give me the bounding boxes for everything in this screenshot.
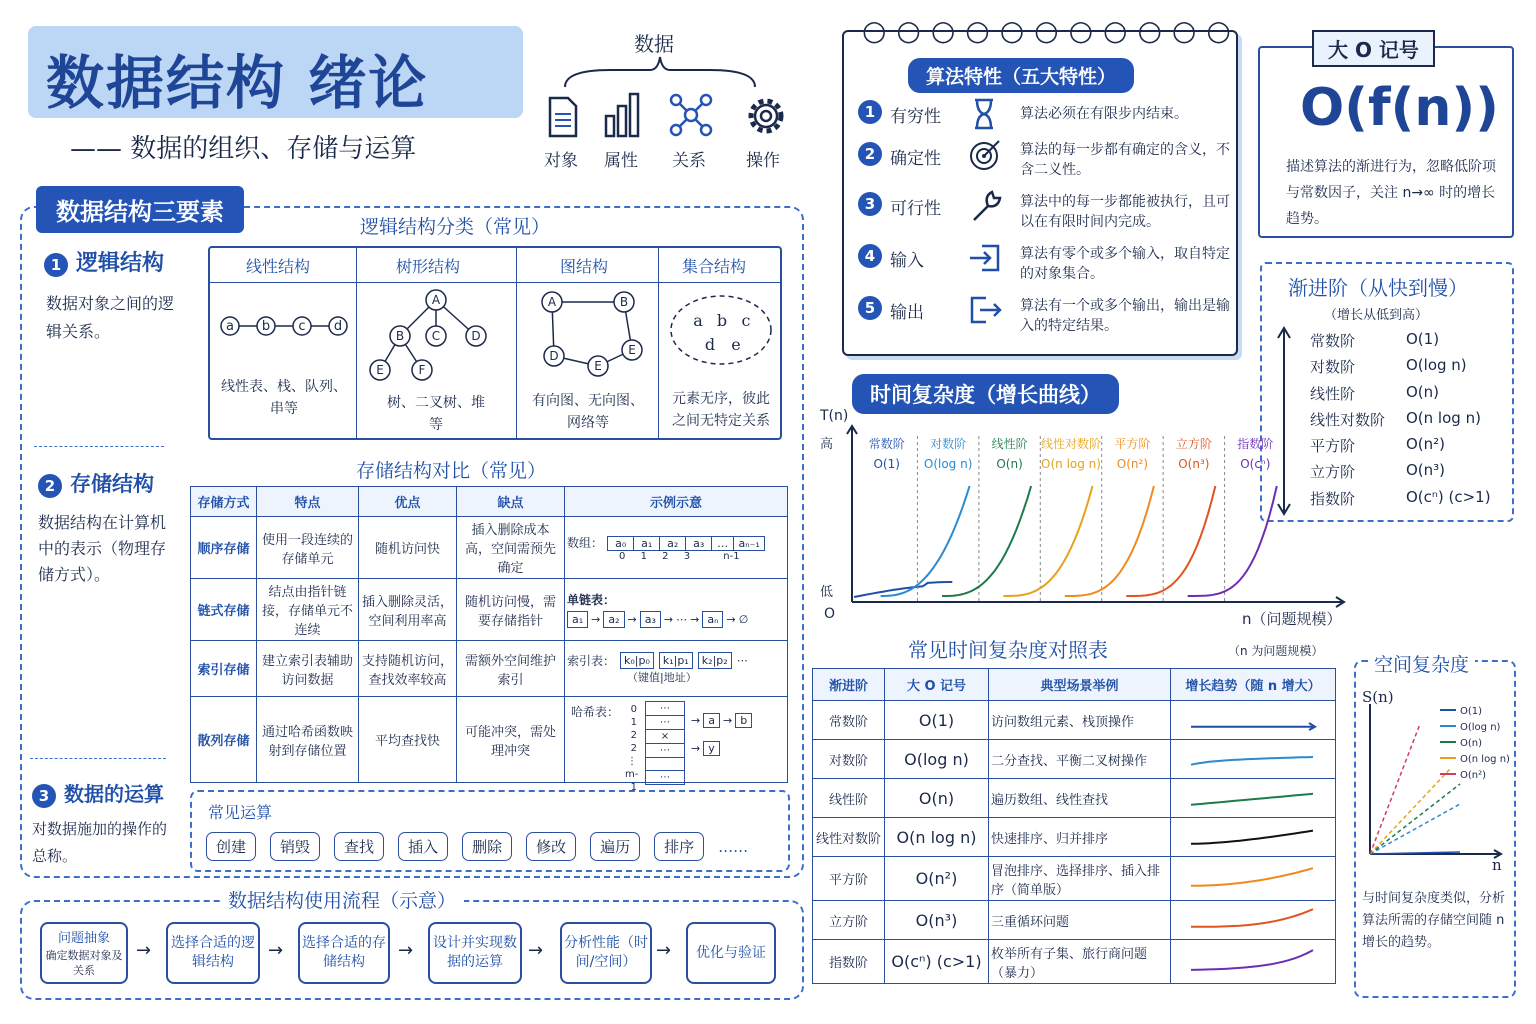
series-line bbox=[881, 486, 970, 596]
table-row bbox=[813, 940, 1336, 984]
node-label: A bbox=[547, 295, 557, 309]
op-traverse: 遍历 bbox=[590, 832, 640, 861]
example-label: 数组： bbox=[567, 535, 604, 550]
node-label: A bbox=[431, 293, 441, 307]
number-badge: 5 bbox=[858, 296, 882, 320]
tc-table bbox=[812, 668, 1336, 984]
asym-name: 线性对数阶 bbox=[1310, 410, 1386, 429]
array-index: 0 bbox=[619, 550, 626, 562]
algo-item bbox=[858, 188, 1238, 234]
series-line bbox=[1188, 486, 1277, 596]
hash-cell: ⋯ bbox=[646, 744, 684, 758]
chart-title: 时间复杂度（增长曲线） bbox=[852, 374, 1119, 414]
ops-heading bbox=[32, 778, 164, 808]
table-row bbox=[191, 697, 788, 783]
data-item-label: 关系 bbox=[672, 151, 706, 171]
storage-pro: 随机访问快 bbox=[359, 517, 457, 579]
node-label: E bbox=[376, 363, 384, 377]
array-index: 2 bbox=[662, 550, 669, 562]
storage-con: 可能冲突，需处理冲突 bbox=[457, 697, 565, 783]
table-row bbox=[813, 779, 1336, 818]
tc-bigo: O(n³) bbox=[885, 901, 989, 940]
tc-order-name: 常数阶 bbox=[813, 701, 885, 740]
trend-sparkline bbox=[1185, 903, 1321, 933]
example-label: 单链表： bbox=[567, 593, 616, 607]
series-line bbox=[1126, 486, 1215, 596]
col-header: 大 O 记号 bbox=[885, 669, 989, 701]
tc-trend bbox=[1171, 818, 1336, 857]
tc-example: 访问数组元素、栈顶操作 bbox=[989, 701, 1171, 740]
series-line bbox=[942, 486, 1031, 596]
series-order-label: O(n³) bbox=[1178, 457, 1210, 471]
data-items bbox=[540, 92, 800, 172]
logic-caption: 线性表、栈、队列、串等 bbox=[221, 379, 347, 417]
op-sort: 排序 bbox=[654, 832, 704, 861]
series-line bbox=[1370, 804, 1460, 854]
series-line bbox=[1003, 486, 1092, 596]
notebook-rings: ○○○○○○○○○○○ bbox=[862, 14, 1241, 47]
series-order-label: O(n) bbox=[996, 457, 1023, 471]
algo-item-name: 可行性 bbox=[890, 199, 941, 219]
storage-name: 链式存储 bbox=[191, 579, 257, 641]
asym-name: 立方阶 bbox=[1310, 463, 1356, 482]
network-icon bbox=[668, 92, 714, 138]
tc-table-title: 常见时间复杂度对照表 bbox=[908, 638, 1108, 662]
storage-feature: 使用一段连续的存储单元 bbox=[257, 517, 359, 579]
array-cell: a₀ bbox=[608, 537, 634, 550]
series-label: 常数阶 bbox=[868, 437, 905, 451]
flow-step bbox=[40, 922, 128, 984]
hash-cell: ⋯ bbox=[660, 772, 670, 783]
table-row bbox=[191, 517, 788, 579]
x-axis-label: n bbox=[1492, 856, 1502, 874]
array-index: 1 bbox=[640, 550, 647, 562]
series-order-label: O(n²) bbox=[1116, 457, 1149, 471]
space-desc: 与时间复杂度类似，分析算法所需的存储空间随 n 增长的趋势。 bbox=[1362, 891, 1506, 950]
hash-cell bbox=[646, 758, 684, 771]
node-label: a bbox=[226, 319, 234, 334]
table-row bbox=[813, 740, 1336, 779]
flow-step: 优化与验证 bbox=[686, 922, 776, 984]
set-elem: b bbox=[716, 311, 728, 330]
storage-name: 顺序存储 bbox=[191, 517, 257, 579]
algo-item-name: 有穷性 bbox=[890, 107, 941, 127]
col-header: 缺点 bbox=[457, 487, 565, 517]
algo-item-desc: 算法有一个或多个输出，输出是输入的特定结果。 bbox=[1020, 298, 1230, 334]
flow-step: 选择合适的存储结构 bbox=[298, 922, 390, 984]
algo-item bbox=[858, 96, 1238, 142]
col-header: 示例示意 bbox=[565, 487, 788, 517]
series-order-label: O(log n) bbox=[923, 457, 973, 471]
algo-item-name: 确定性 bbox=[890, 149, 941, 169]
bigo-title: 大 O 记号 bbox=[1312, 30, 1435, 67]
tc-trend bbox=[1171, 740, 1336, 779]
asym-order: O(n) bbox=[1406, 382, 1440, 401]
series-line bbox=[1370, 769, 1450, 854]
list-node: ∅ bbox=[738, 613, 749, 626]
list-node: a₂ bbox=[603, 611, 624, 628]
graph-structure-diagram bbox=[520, 286, 656, 380]
node-label: E bbox=[628, 343, 636, 357]
trend-sparkline bbox=[1185, 703, 1321, 733]
storage-pro: 支持随机访问，查找效率较高 bbox=[359, 641, 457, 697]
op-delete: 删除 bbox=[462, 832, 512, 861]
tc-example: 快速排序、归并排序 bbox=[989, 818, 1171, 857]
col-header: 典型场景举例 bbox=[989, 669, 1171, 701]
node-label: C bbox=[431, 329, 441, 343]
col-header: 特点 bbox=[257, 487, 359, 517]
table-row bbox=[191, 579, 788, 641]
logic-table bbox=[208, 246, 782, 440]
flow-step-sub: 确定数据对象及关系 bbox=[45, 948, 123, 977]
table-row bbox=[813, 818, 1336, 857]
storage-heading bbox=[38, 468, 154, 498]
number-badge: 1 bbox=[44, 253, 68, 277]
origin-label: O bbox=[824, 606, 836, 622]
node-label: b bbox=[261, 319, 271, 334]
gear-icon bbox=[744, 94, 788, 138]
op-more: …… bbox=[718, 838, 749, 856]
page-title: 数据结构 绪论 bbox=[28, 26, 523, 118]
tc-bigo: O(n) bbox=[885, 779, 989, 818]
table-row bbox=[191, 641, 788, 697]
ops-box-title: 常见运算 bbox=[208, 803, 273, 822]
trend-sparkline bbox=[1185, 945, 1321, 975]
space-title: 空间复杂度 bbox=[1368, 650, 1475, 677]
flow-step: 设计并实现数据的运算 bbox=[428, 922, 522, 984]
storage-title: 存储结构 bbox=[70, 472, 154, 496]
legend-label: O(n log n) bbox=[1460, 754, 1510, 765]
trend-line bbox=[1191, 757, 1313, 765]
tc-trend bbox=[1171, 940, 1336, 984]
asym-order: O(log n) bbox=[1406, 356, 1467, 375]
array-cell: aₙ₋₁ bbox=[738, 536, 760, 550]
space-chart bbox=[1360, 684, 1510, 874]
index-example bbox=[565, 641, 788, 697]
storage-con: 需额外空间维护索引 bbox=[457, 641, 565, 697]
set-elem: e bbox=[731, 335, 741, 354]
table-row bbox=[813, 701, 1336, 740]
node-label: D bbox=[471, 329, 481, 343]
node-label: E bbox=[594, 359, 602, 373]
index-cell: k₁|p₁ bbox=[659, 652, 693, 669]
trend-line bbox=[1191, 868, 1313, 886]
algo-item-desc: 算法的每一步都有确定的含义，不含二义性。 bbox=[1020, 142, 1230, 178]
storage-pro: 插入删除灵活，空间利用率高 bbox=[359, 579, 457, 641]
trend-sparkline bbox=[1185, 862, 1321, 892]
ops-desc: 对数据施加的操作的总称。 bbox=[32, 820, 168, 865]
array-cell: … bbox=[712, 537, 734, 550]
op-destroy: 销毁 bbox=[270, 832, 320, 861]
page-subtitle: —— 数据的组织、存储与运算 bbox=[70, 134, 417, 164]
output-icon bbox=[968, 294, 1004, 326]
algo-banner: 算法特性（五大特性） bbox=[908, 58, 1134, 93]
hash-chain-node: b bbox=[735, 713, 752, 728]
series-label: 平方阶 bbox=[1114, 437, 1151, 451]
series-label: 指数阶 bbox=[1237, 437, 1274, 451]
bigo-desc: 描述算法的渐进行为，忽略低阶项与常数因子，关注 n→∞ 时的增长趋势。 bbox=[1286, 159, 1496, 227]
node-label: F bbox=[418, 363, 426, 377]
data-root: 数据 bbox=[634, 32, 674, 56]
series-label: 线性对数阶 bbox=[1040, 437, 1102, 451]
table-row bbox=[813, 857, 1336, 901]
hash-cell: × bbox=[646, 730, 684, 744]
ops-title: 数据的运算 bbox=[64, 782, 164, 806]
trend-sparkline bbox=[1185, 820, 1321, 850]
tc-trend bbox=[1171, 779, 1336, 818]
bigo-formula: O(f(n)) bbox=[1300, 78, 1499, 138]
logic-col-head: 线性结构 bbox=[246, 257, 311, 276]
series-order-label: O(1) bbox=[873, 457, 900, 471]
hash-cell: ⋯ bbox=[646, 716, 684, 730]
asym-sub: （增长从低到高） bbox=[1324, 308, 1429, 323]
growth-chart bbox=[816, 404, 1356, 630]
tc-example: 遍历数组、线性查找 bbox=[989, 779, 1171, 818]
logic-heading bbox=[44, 246, 164, 277]
number-badge: 1 bbox=[858, 100, 882, 124]
tc-order-name: 线性对数阶 bbox=[813, 818, 885, 857]
storage-con: 插入删除成本高，空间需预先确定 bbox=[457, 517, 565, 579]
asym-order: O(n³) bbox=[1406, 461, 1446, 480]
y-low-label: 低 bbox=[820, 585, 834, 600]
storage-feature: 结点由指针链接，存储单元不连续 bbox=[257, 579, 359, 641]
index-note: （键值|地址） bbox=[627, 671, 697, 684]
asym-name: 线性阶 bbox=[1310, 384, 1356, 403]
array-example bbox=[565, 517, 788, 579]
hash-index: m-1 bbox=[625, 769, 639, 793]
tc-order-name: 对数阶 bbox=[813, 740, 885, 779]
storage-con: 随机访问慢，需要存储指针 bbox=[457, 579, 565, 641]
hash-chain-node: y bbox=[703, 741, 720, 756]
col-header: 渐进阶 bbox=[813, 669, 885, 701]
linear-structure-diagram bbox=[216, 308, 352, 348]
trend-line bbox=[1191, 794, 1313, 805]
trend-sparkline bbox=[1185, 781, 1321, 811]
trend-line bbox=[1191, 909, 1313, 927]
series-label: 线性阶 bbox=[991, 437, 1028, 451]
hourglass-icon bbox=[970, 98, 998, 130]
node-label: D bbox=[549, 349, 559, 363]
tc-example: 枚举所有子集、旅行商问题（暴力） bbox=[989, 940, 1171, 984]
tc-example: 二分查找、平衡二叉树操作 bbox=[989, 740, 1171, 779]
logic-desc: 数据对象之间的逻辑关系。 bbox=[46, 294, 175, 341]
storage-desc: 数据结构在计算机中的表示（物理存储方式）。 bbox=[38, 513, 167, 584]
series-line bbox=[854, 582, 952, 597]
logic-caption: 元素无序，彼此之间无特定关系 bbox=[672, 391, 770, 429]
tc-example: 冒泡排序、选择排序、插入排序（简单版） bbox=[989, 857, 1171, 901]
hash-index: 0 bbox=[630, 704, 637, 715]
logic-table-title: 逻辑结构分类（常见） bbox=[360, 216, 551, 238]
x-axis-label: n（问题规模） bbox=[1242, 610, 1342, 628]
array-cell: a₃ bbox=[686, 537, 712, 550]
data-item-label: 对象 bbox=[544, 151, 578, 171]
storage-pro: 平均查找快 bbox=[359, 697, 457, 783]
y-axis-label: S(n) bbox=[1362, 688, 1394, 706]
op-search: 查找 bbox=[334, 832, 384, 861]
tc-bigo: O(n²) bbox=[885, 857, 989, 901]
trend-line bbox=[1191, 950, 1313, 970]
algo-item-desc: 算法中的每一步都能被执行，且可以在有限时间内完成。 bbox=[1020, 194, 1230, 230]
algo-item bbox=[858, 240, 1238, 286]
algo-item-desc: 算法有零个或多个输入，取自特定的对象集合。 bbox=[1020, 246, 1230, 282]
logic-title: 逻辑结构 bbox=[76, 251, 165, 276]
tc-order-name: 立方阶 bbox=[813, 901, 885, 940]
y-high-label: 高 bbox=[820, 437, 834, 452]
logic-col-head: 树形结构 bbox=[396, 257, 461, 276]
ops-box bbox=[190, 790, 790, 872]
hash-example: 哈希表： 0 1 2 2 ⋮ m-1 ⋯ ⋯ × ⋯ ⋯ → a → b → y bbox=[565, 697, 788, 783]
hash-index: 2 bbox=[630, 730, 637, 741]
set-structure-diagram bbox=[666, 290, 776, 370]
col-header: 增长趋势（随 n 增大） bbox=[1171, 669, 1336, 701]
hash-index: 1 bbox=[630, 717, 637, 728]
number-badge: 3 bbox=[858, 192, 882, 216]
tc-trend bbox=[1171, 701, 1336, 740]
asym-row bbox=[1310, 330, 1510, 356]
node-label: d bbox=[333, 319, 343, 334]
legend-label: O(log n) bbox=[1460, 722, 1501, 733]
tc-bigo: O(log n) bbox=[885, 740, 989, 779]
number-badge: 2 bbox=[858, 142, 882, 166]
tc-order-name: 指数阶 bbox=[813, 940, 885, 984]
node-label: c bbox=[298, 319, 306, 334]
data-item-label: 操作 bbox=[746, 151, 780, 171]
asym-title: 渐进阶（从快到慢） bbox=[1288, 276, 1468, 300]
number-badge: 3 bbox=[32, 784, 56, 808]
op-modify: 修改 bbox=[526, 832, 576, 861]
set-elem: c bbox=[741, 311, 751, 330]
node-label: B bbox=[619, 295, 629, 309]
asym-name: 平方阶 bbox=[1310, 437, 1356, 456]
flow-step-label: 问题抽象 bbox=[57, 930, 110, 946]
logic-col-head: 图结构 bbox=[560, 257, 609, 276]
tc-order-name: 线性阶 bbox=[813, 779, 885, 818]
tc-trend bbox=[1171, 857, 1336, 901]
asym-order: O(n²) bbox=[1406, 435, 1446, 454]
series-order-label: O(cⁿ) bbox=[1240, 457, 1271, 471]
storage-feature: 通过哈希函数映射到存储位置 bbox=[257, 697, 359, 783]
hash-index: 2 bbox=[630, 743, 637, 754]
bar-chart-icon bbox=[604, 92, 640, 138]
flow-title: 数据结构使用流程（示意） bbox=[220, 886, 464, 913]
trend-sparkline bbox=[1185, 742, 1321, 772]
example-label: 索引表： bbox=[567, 654, 616, 668]
index-cell: k₀|p₀ bbox=[620, 652, 654, 669]
bigo-panel bbox=[1258, 38, 1514, 238]
number-badge: 2 bbox=[38, 474, 62, 498]
legend-label: O(1) bbox=[1460, 706, 1483, 717]
op-create: 创建 bbox=[206, 832, 256, 861]
tc-bigo: O(1) bbox=[885, 701, 989, 740]
trend-line bbox=[1191, 831, 1313, 844]
set-elem: a bbox=[693, 311, 703, 330]
storage-feature: 建立索引表辅助访问数据 bbox=[257, 641, 359, 697]
tc-trend bbox=[1171, 901, 1336, 940]
number-badge: 4 bbox=[858, 244, 882, 268]
asym-row bbox=[1310, 356, 1510, 382]
legend-label: O(n²) bbox=[1460, 770, 1487, 781]
col-header: 存储方式 bbox=[191, 487, 257, 517]
asym-order: O(1) bbox=[1406, 330, 1440, 348]
logic-caption: 有向图、无向图、网络等 bbox=[532, 393, 644, 431]
array-index: 3 bbox=[683, 550, 691, 562]
array-cell: a₂ bbox=[660, 537, 686, 550]
logic-caption: 树、二叉树、堆等 bbox=[387, 395, 485, 433]
tree-structure-diagram bbox=[360, 286, 512, 386]
asym-name: 常数阶 bbox=[1310, 332, 1356, 350]
tc-order-name: 平方阶 bbox=[813, 857, 885, 901]
storage-name: 散列存储 bbox=[191, 697, 257, 783]
data-brace bbox=[560, 52, 760, 92]
algo-item-name: 输入 bbox=[890, 251, 924, 271]
node-label: B bbox=[395, 329, 405, 343]
tc-bigo: O(n log n) bbox=[885, 818, 989, 857]
algo-item-desc: 算法必须在有限步内结束。 bbox=[1020, 106, 1188, 122]
three-elements-banner: 数据结构三要素 bbox=[36, 186, 244, 233]
array-cell: a₁ bbox=[634, 537, 660, 550]
list-node: a₃ bbox=[640, 611, 661, 628]
example-label: 哈希表： bbox=[571, 705, 620, 719]
table-row bbox=[813, 901, 1336, 940]
hash-cell: ⋯ bbox=[646, 702, 684, 716]
list-node: aₙ bbox=[702, 611, 723, 628]
flow-step: 分析性能（时间/空间） bbox=[560, 922, 652, 984]
col-header: 优点 bbox=[359, 487, 457, 517]
target-icon bbox=[968, 138, 1002, 172]
hash-index: ⋮ bbox=[627, 756, 637, 767]
array-index: n-1 bbox=[723, 550, 740, 562]
storage-name: 索引存储 bbox=[191, 641, 257, 697]
op-insert: 插入 bbox=[398, 832, 448, 861]
tc-example: 三重循环问题 bbox=[989, 901, 1171, 940]
input-icon bbox=[968, 242, 1002, 274]
legend-label: O(n) bbox=[1460, 738, 1483, 749]
algo-item bbox=[858, 292, 1238, 338]
wrench-icon bbox=[968, 188, 1002, 224]
logic-col-head: 集合结构 bbox=[682, 257, 747, 276]
series-label: 对数阶 bbox=[930, 437, 967, 451]
asym-name: 对数阶 bbox=[1310, 358, 1356, 377]
hash-chain-node: a bbox=[703, 713, 720, 728]
tc-table-note: （n 为问题规模） bbox=[1228, 644, 1324, 658]
asym-order: O(cⁿ) (c>1) bbox=[1406, 487, 1491, 506]
tc-bigo: O(cⁿ) (c>1) bbox=[885, 940, 989, 984]
storage-table-title: 存储结构对比（常见） bbox=[356, 460, 547, 482]
index-cell: k₂|p₂ bbox=[698, 652, 732, 669]
linked-list-example: 单链表： a₁ → a₂ → a₃ → ⋯ → aₙ → ∅ bbox=[565, 579, 788, 641]
set-elem: d bbox=[704, 335, 716, 354]
series-line bbox=[1065, 486, 1154, 596]
y-axis-label: T(n) bbox=[820, 408, 849, 424]
list-node: ⋯ bbox=[676, 613, 688, 626]
storage-table bbox=[190, 486, 788, 793]
document-icon bbox=[546, 96, 580, 138]
algo-item-name: 输出 bbox=[890, 303, 924, 323]
list-node: a₁ bbox=[567, 611, 588, 628]
series-label: 立方阶 bbox=[1175, 437, 1212, 451]
asym-name: 指数阶 bbox=[1310, 489, 1356, 508]
series-order-label: O(n log n) bbox=[1041, 457, 1101, 471]
index-cell: ⋯ bbox=[736, 654, 748, 667]
data-item-label: 属性 bbox=[604, 151, 638, 171]
asym-order: O(n log n) bbox=[1406, 408, 1481, 427]
algo-item bbox=[858, 138, 1238, 184]
flow-step: 选择合适的逻辑结构 bbox=[166, 922, 260, 984]
